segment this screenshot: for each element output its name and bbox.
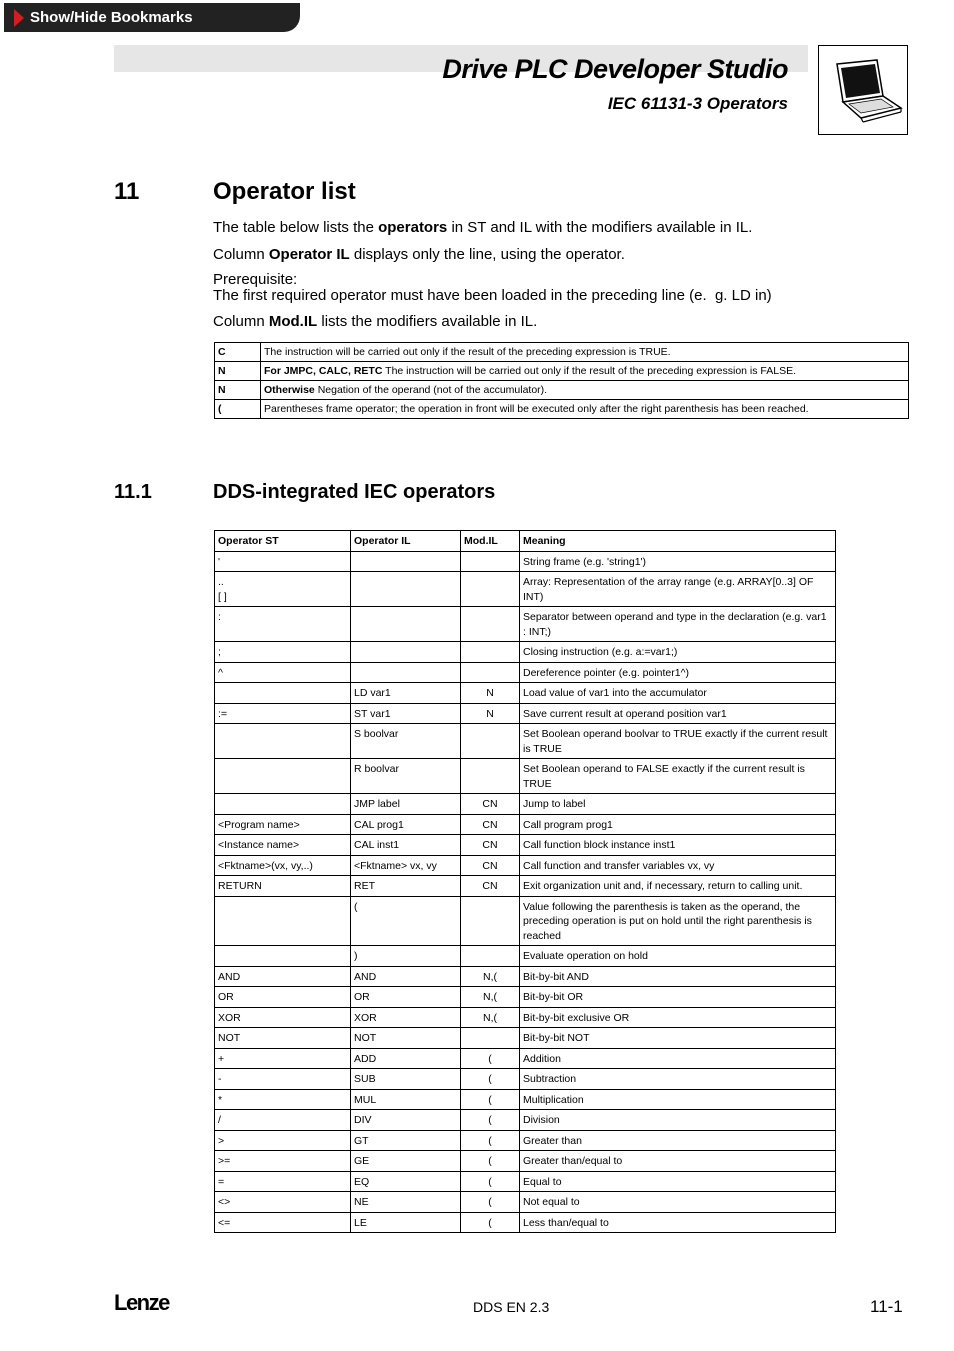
- meaning-cell: Not equal to: [520, 1192, 836, 1213]
- table-row: [215, 551, 836, 572]
- operator-il-cell: NE: [351, 1192, 461, 1213]
- operator-il-cell: DIV: [351, 1110, 461, 1131]
- mod-il-cell: [461, 759, 520, 794]
- mod-il-cell: [461, 642, 520, 663]
- table-row: [215, 1007, 836, 1028]
- operator-il-cell: GT: [351, 1130, 461, 1151]
- table-row: [215, 1192, 836, 1213]
- table-row: [215, 794, 836, 815]
- operator-st-cell: -: [215, 1069, 351, 1090]
- bookmark-button-label: Show/Hide Bookmarks: [30, 9, 193, 26]
- operator-st-cell: [215, 724, 351, 759]
- meaning-cell: Bit-by-bit OR: [520, 987, 836, 1008]
- table-row: [215, 607, 836, 642]
- modifier-description: The instruction will be carried out only if the result of the preceding expression is TRUE.: [261, 343, 909, 362]
- meaning-cell: Array: Representation of the array range (e.g. ARRAY[0..3] OF INT): [520, 572, 836, 607]
- laptop-icon-frame: [818, 45, 908, 135]
- operator-st-cell: <Instance name>: [215, 835, 351, 856]
- meaning-cell: Equal to: [520, 1171, 836, 1192]
- meaning-cell: Exit organization unit and, if necessary, return to calling unit.: [520, 876, 836, 897]
- header-mod-il: Mod.IL: [461, 531, 520, 552]
- subsection-number: 11.1: [114, 481, 152, 503]
- modifier-description: Parentheses frame operator; the operation in front will be executed only after the right parenthesis has been reached.: [261, 400, 909, 419]
- operator-st-cell: [215, 683, 351, 704]
- mod-il-cell: N: [461, 703, 520, 724]
- operator-il-cell: XOR: [351, 1007, 461, 1028]
- section-number: 11: [114, 178, 140, 205]
- operator-st-cell: *: [215, 1089, 351, 1110]
- operator-st-cell: :: [215, 607, 351, 642]
- mod-il-cell: CN: [461, 876, 520, 897]
- mod-il-cell: CN: [461, 794, 520, 815]
- operator-il-cell: ADD: [351, 1048, 461, 1069]
- table-row: [215, 1151, 836, 1172]
- operator-il-cell: ST var1: [351, 703, 461, 724]
- mod-il-cell: (: [461, 1151, 520, 1172]
- meaning-cell: Separator between operand and type in the declaration (e.g. var1 : INT;): [520, 607, 836, 642]
- meaning-cell: Addition: [520, 1048, 836, 1069]
- operator-st-cell: <Fktname>(vx, vy,..): [215, 855, 351, 876]
- table-row: [215, 1171, 836, 1192]
- table-row: [215, 683, 836, 704]
- document-title: Drive PLC Developer Studio: [442, 54, 788, 84]
- operator-st-cell: +: [215, 1048, 351, 1069]
- operator-st-cell: AND: [215, 966, 351, 987]
- mod-il-cell: (: [461, 1089, 520, 1110]
- meaning-cell: Load value of var1 into the accumulator: [520, 683, 836, 704]
- mod-il-cell: (: [461, 1171, 520, 1192]
- intro-paragraph-2: Column Operator IL displays only the line, using the operator.: [213, 246, 625, 263]
- meaning-cell: Call function and transfer variables vx, vy: [520, 855, 836, 876]
- meaning-cell: Division: [520, 1110, 836, 1131]
- table-row: [215, 896, 836, 946]
- modifier-row: [215, 343, 909, 362]
- modifier-key: (: [215, 400, 261, 419]
- mod-il-cell: (: [461, 1130, 520, 1151]
- operator-st-cell: <>: [215, 1192, 351, 1213]
- mod-il-cell: (: [461, 1110, 520, 1131]
- operator-st-cell: /: [215, 1110, 351, 1131]
- operator-il-cell: EQ: [351, 1171, 461, 1192]
- meaning-cell: Subtraction: [520, 1069, 836, 1090]
- operator-st-cell: <Program name>: [215, 814, 351, 835]
- mod-il-cell: [461, 1028, 520, 1049]
- intro-paragraph-1: The table below lists the operators in ST and IL with the modifiers available in IL.: [213, 219, 753, 236]
- meaning-cell: Greater than/equal to: [520, 1151, 836, 1172]
- operator-st-cell: NOT: [215, 1028, 351, 1049]
- header-operator-st: Operator ST: [215, 531, 351, 552]
- header-operator-il: Operator IL: [351, 531, 461, 552]
- prerequisite-label: Prerequisite:: [213, 271, 298, 288]
- operator-st-cell: ': [215, 551, 351, 572]
- mod-il-cell: (: [461, 1048, 520, 1069]
- mod-il-cell: [461, 662, 520, 683]
- operator-st-cell: <=: [215, 1212, 351, 1233]
- operator-st-cell: OR: [215, 987, 351, 1008]
- meaning-cell: Greater than: [520, 1130, 836, 1151]
- show-hide-bookmarks-button[interactable]: [4, 3, 300, 32]
- operator-st-cell: XOR: [215, 1007, 351, 1028]
- modifier-key: N: [215, 362, 261, 381]
- mod-il-cell: [461, 946, 520, 967]
- operator-il-cell: RET: [351, 876, 461, 897]
- table-row: [215, 1130, 836, 1151]
- footer-document-id: DDS EN 2.3: [473, 1299, 550, 1315]
- modifier-key: C: [215, 343, 261, 362]
- table-row: [215, 835, 836, 856]
- operator-st-cell: [215, 794, 351, 815]
- operator-il-cell: MUL: [351, 1089, 461, 1110]
- triangle-right-icon: [14, 9, 24, 27]
- meaning-cell: Set Boolean operand to FALSE exactly if the current result is TRUE: [520, 759, 836, 794]
- mod-il-cell: N,(: [461, 987, 520, 1008]
- mod-il-cell: [461, 724, 520, 759]
- modifier-description: Otherwise Negation of the operand (not of the accumulator).: [261, 381, 909, 400]
- modifier-row: [215, 362, 909, 381]
- table-row: [215, 1110, 836, 1131]
- table-row: [215, 966, 836, 987]
- meaning-cell: Closing instruction (e.g. a:=var1;): [520, 642, 836, 663]
- operator-il-cell: LD var1: [351, 683, 461, 704]
- mod-il-cell: [461, 607, 520, 642]
- mod-il-cell: (: [461, 1069, 520, 1090]
- operator-il-cell: GE: [351, 1151, 461, 1172]
- mod-il-cell: (: [461, 1192, 520, 1213]
- table-row: [215, 572, 836, 607]
- operator-il-cell: [351, 642, 461, 663]
- table-row: [215, 662, 836, 683]
- meaning-cell: Multiplication: [520, 1089, 836, 1110]
- meaning-cell: Dereference pointer (e.g. pointer1^): [520, 662, 836, 683]
- operator-il-cell: [351, 572, 461, 607]
- operator-il-cell: [351, 551, 461, 572]
- operator-table: [214, 530, 836, 1233]
- operator-table-header: [215, 531, 836, 552]
- mod-il-cell: N,(: [461, 1007, 520, 1028]
- table-row: [215, 1089, 836, 1110]
- operator-il-cell: (: [351, 896, 461, 946]
- table-row: [215, 724, 836, 759]
- table-row: [215, 703, 836, 724]
- mod-il-cell: [461, 551, 520, 572]
- meaning-cell: Bit-by-bit NOT: [520, 1028, 836, 1049]
- operator-st-cell: ^: [215, 662, 351, 683]
- operator-st-cell: >: [215, 1130, 351, 1151]
- laptop-icon: [819, 46, 907, 134]
- meaning-cell: Bit-by-bit AND: [520, 966, 836, 987]
- mod-il-cell: CN: [461, 814, 520, 835]
- meaning-cell: String frame (e.g. 'string1'): [520, 551, 836, 572]
- mod-il-cell: CN: [461, 835, 520, 856]
- operator-st-cell: [215, 896, 351, 946]
- lenze-logo: Lenze: [114, 1290, 169, 1315]
- mod-il-cell: N,(: [461, 966, 520, 987]
- operator-st-cell: ;: [215, 642, 351, 663]
- operator-st-cell: >=: [215, 1151, 351, 1172]
- operator-st-cell: =: [215, 1171, 351, 1192]
- operator-il-cell: ): [351, 946, 461, 967]
- operator-il-cell: [351, 662, 461, 683]
- table-row: [215, 1048, 836, 1069]
- operator-il-cell: S boolvar: [351, 724, 461, 759]
- document-subtitle: IEC 61131-3 Operators: [607, 94, 788, 113]
- mod-il-cell: CN: [461, 855, 520, 876]
- header-meaning: Meaning: [520, 531, 836, 552]
- operator-il-cell: JMP label: [351, 794, 461, 815]
- operator-st-cell: [215, 946, 351, 967]
- mod-il-cell: N: [461, 683, 520, 704]
- meaning-cell: Set Boolean operand boolvar to TRUE exactly if the current result is TRUE: [520, 724, 836, 759]
- meaning-cell: Bit-by-bit exclusive OR: [520, 1007, 836, 1028]
- meaning-cell: Jump to label: [520, 794, 836, 815]
- table-row: [215, 642, 836, 663]
- table-row: [215, 814, 836, 835]
- table-row: [215, 1212, 836, 1233]
- table-row: [215, 855, 836, 876]
- table-row: [215, 759, 836, 794]
- table-row: [215, 1028, 836, 1049]
- operator-il-cell: CAL inst1: [351, 835, 461, 856]
- operator-st-cell: :=: [215, 703, 351, 724]
- table-row: [215, 1069, 836, 1090]
- meaning-cell: Evaluate operation on hold: [520, 946, 836, 967]
- table-row: [215, 987, 836, 1008]
- modifier-description: For JMPC, CALC, RETC The instruction will be carried out only if the result of the preceding expression is FALSE.: [261, 362, 909, 381]
- mod-il-cell: [461, 896, 520, 946]
- table-row: [215, 946, 836, 967]
- operator-il-cell: SUB: [351, 1069, 461, 1090]
- prerequisite-text: The first required operator must have been loaded in the preceding line (e. g. LD in): [213, 287, 772, 304]
- modifier-row: [215, 400, 909, 419]
- subsection-title: DDS-integrated IEC operators: [213, 481, 496, 503]
- intro-paragraph-4: Column Mod.IL lists the modifiers available in IL.: [213, 313, 538, 330]
- operator-il-cell: R boolvar: [351, 759, 461, 794]
- modifier-table: [214, 342, 909, 419]
- modifier-key: N: [215, 381, 261, 400]
- page-number: 11-1: [870, 1297, 903, 1316]
- table-row: [215, 876, 836, 897]
- operator-il-cell: AND: [351, 966, 461, 987]
- mod-il-cell: [461, 572, 520, 607]
- operator-st-cell: [215, 759, 351, 794]
- operator-il-cell: LE: [351, 1212, 461, 1233]
- operator-il-cell: CAL prog1: [351, 814, 461, 835]
- operator-il-cell: <Fktname> vx, vy: [351, 855, 461, 876]
- mod-il-cell: (: [461, 1212, 520, 1233]
- meaning-cell: Less than/equal to: [520, 1212, 836, 1233]
- meaning-cell: Call program prog1: [520, 814, 836, 835]
- operator-il-cell: NOT: [351, 1028, 461, 1049]
- modifier-row: [215, 381, 909, 400]
- operator-st-cell: RETURN: [215, 876, 351, 897]
- section-title: Operator list: [213, 178, 356, 205]
- operator-il-cell: [351, 607, 461, 642]
- operator-il-cell: OR: [351, 987, 461, 1008]
- meaning-cell: Value following the parenthesis is taken as the operand, the preceding operation is put on hold until the right parenthesis is reached: [520, 896, 836, 946]
- meaning-cell: Save current result at operand position var1: [520, 703, 836, 724]
- operator-st-cell: .. [ ]: [215, 572, 351, 607]
- meaning-cell: Call function block instance inst1: [520, 835, 836, 856]
